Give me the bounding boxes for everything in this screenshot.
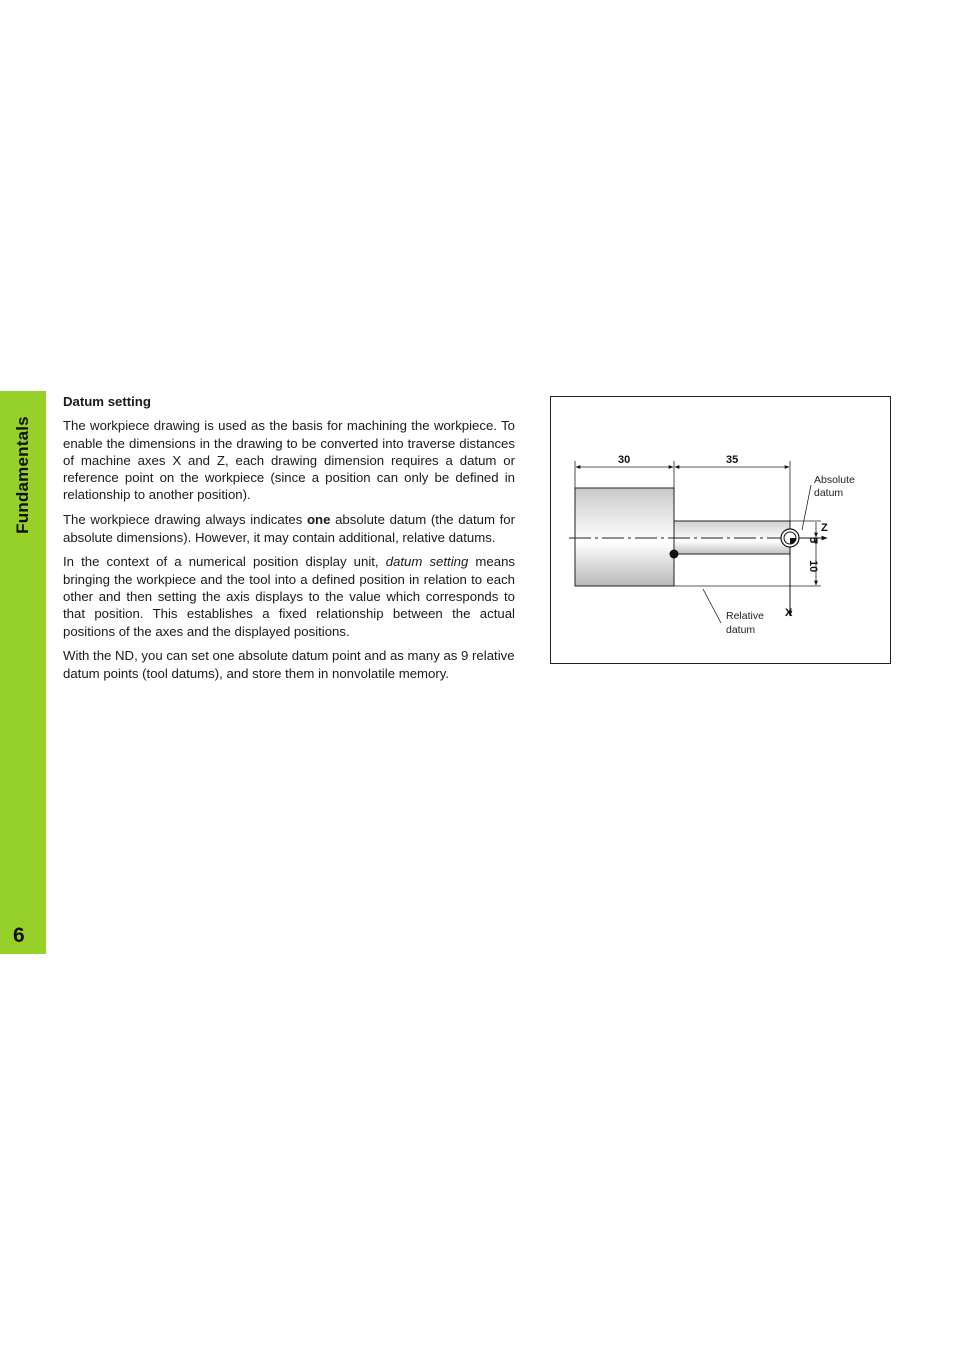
paragraph-4: With the ND, you can set one absolute datum point and as many as 9 relative datum points (tool datums), and store them in nonvolatile memory. bbox=[63, 648, 515, 681]
chapter-label: Fundamentals bbox=[13, 416, 32, 534]
relative-datum-label-line2: datum bbox=[726, 624, 756, 636]
body-text bbox=[63, 393, 515, 689]
datum-diagram bbox=[550, 396, 891, 664]
absolute-datum-label-line2: datum bbox=[814, 487, 844, 499]
paragraph-3 bbox=[63, 553, 515, 639]
dimension-label-5: 5 bbox=[807, 537, 819, 544]
page-number: 6 bbox=[13, 924, 25, 947]
dimension-label-10: 10 bbox=[807, 560, 819, 573]
axis-label-z: Z bbox=[821, 522, 828, 534]
paragraph-2-text-end: absolute datum (the datum for absolute dimensions). However, it may contain additional, relative datums. bbox=[63, 512, 515, 545]
dimension-label-35: 35 bbox=[726, 454, 739, 466]
absolute-datum-label-line1: Absolute bbox=[814, 474, 855, 486]
relative-datum-leader bbox=[703, 589, 721, 623]
paragraph-1: The workpiece drawing is used as the basis for machining the workpiece. To enable the dimensions in the drawing to be converted into traverse distances of machine axes X and Z, each drawing dimension requires a datum or reference point on the workpiece (since a position can only be defined in relationship to another position). bbox=[63, 418, 515, 503]
relative-datum-point bbox=[670, 550, 679, 559]
section-heading: Datum setting bbox=[63, 394, 151, 409]
paragraph-2-text: The workpiece drawing always indicates bbox=[63, 512, 307, 528]
axis-label-x: X bbox=[785, 607, 793, 619]
dimension-label-30: 30 bbox=[618, 454, 631, 466]
workpiece-large-section bbox=[575, 488, 674, 586]
paragraph-3-text-end: means bringing the workpiece and the tool into a defined position in relation to each other and then setting the axis displays to the value which corresponds to that position. This establishes a fixed relationship between the actual positions of the axes and the displayed positions. bbox=[63, 554, 515, 639]
workpiece-small-section bbox=[674, 521, 790, 554]
paragraph-3-term: datum setting bbox=[385, 554, 469, 570]
paragraph-2-emphasis: one bbox=[306, 512, 331, 528]
paragraph-3-text: In the context of a numerical position display unit, bbox=[63, 554, 386, 570]
datum-diagram-svg bbox=[551, 397, 890, 663]
relative-datum-label-line1: Relative bbox=[726, 610, 764, 622]
paragraph-2 bbox=[63, 511, 515, 546]
absolute-datum-leader bbox=[802, 485, 811, 530]
